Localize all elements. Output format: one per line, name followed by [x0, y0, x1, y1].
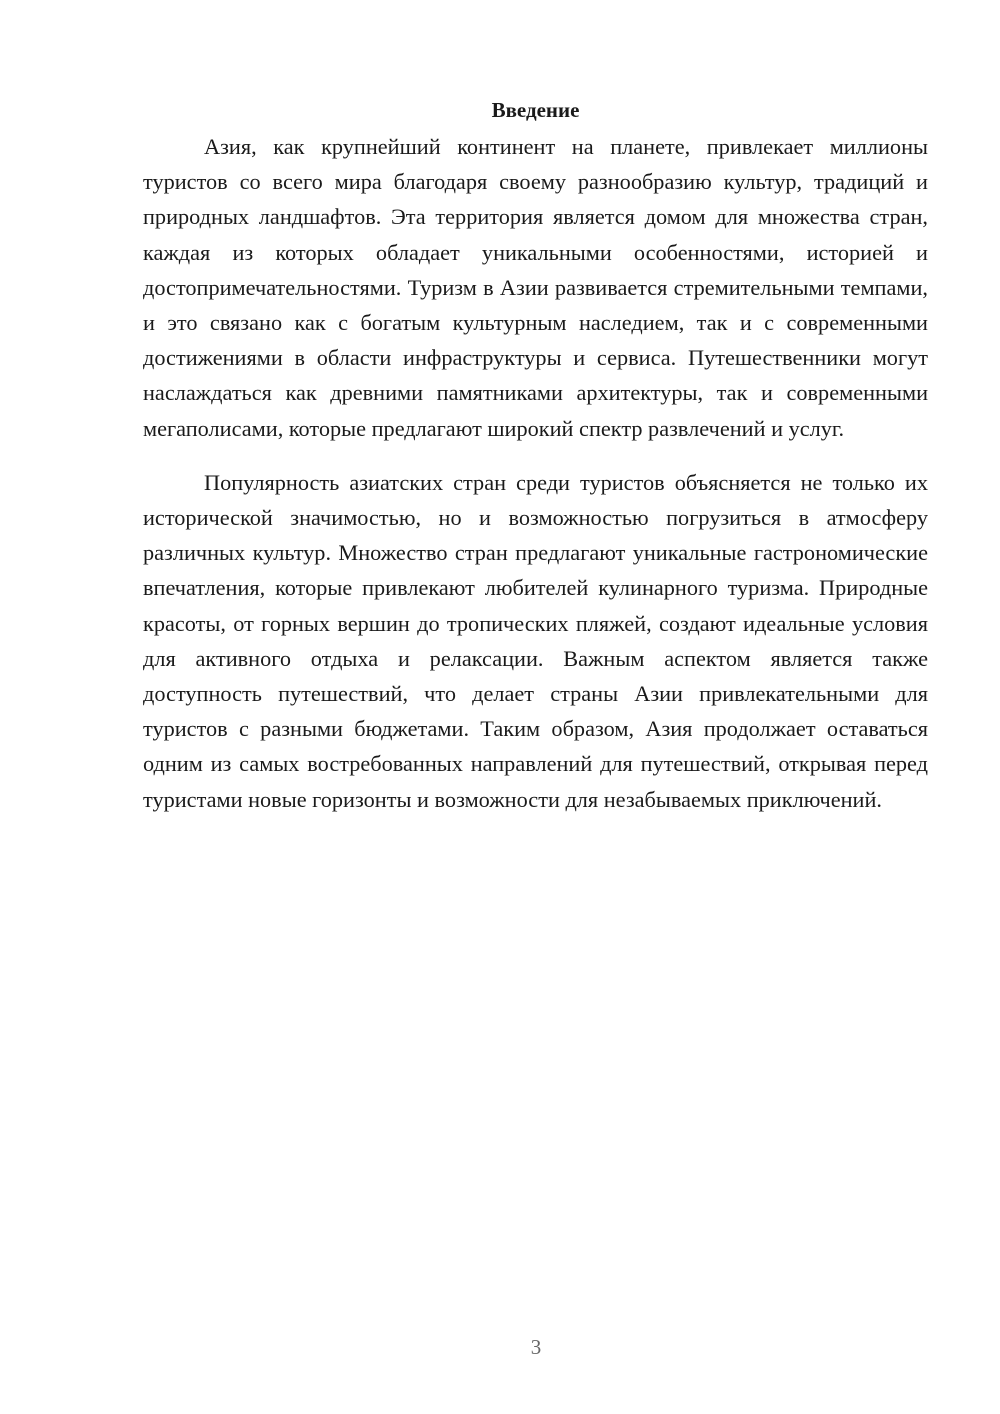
paragraph-1: Азия, как крупнейший континент на планете, привлекает миллионы туристов со всего мира благодаря своему разнообразию культур, традиций и природных ландшафтов. Эта территория является домом для множества стран, каждая из которых обладает уникальными особенностями, историей и достопримечательностями. Туризм в Азии развивается стремительными темпами, и это связано как с богатым культурным наследием, так и с современными достижениями в области инфраструктуры и сервиса. Путешественники могут наслаждаться как древними памятниками архитектуры, так и современными мегаполисами, которые предлагают широкий спектр развлечений и услуг. [143, 134, 928, 441]
section-heading: Введение [491, 98, 580, 122]
page-number: 3 [530, 1335, 542, 1359]
paragraph-2: Популярность азиатских стран среди туристов объясняется не только их исторической значимостью, но и возможностью погрузиться в атмосферу различных культур. Множество стран предлагают уникальные гастрономические впечатления, которые привлекают любителей кулинарного туризма. Природные красоты, от горных вершин до тропических пляжей, создают идеальные условия для активного отдыха и релаксации. Важным аспектом является также доступность путешествий, что делает страны Азии привлекательными для туристов с разными бюджетами. Таким образом, Азия продолжает оставаться одним из самых востребованных направлений для путешествий, открывая перед туристами новые горизонты и возможности для незабываемых приключений. [143, 469, 928, 812]
document-body [143, 95, 928, 817]
